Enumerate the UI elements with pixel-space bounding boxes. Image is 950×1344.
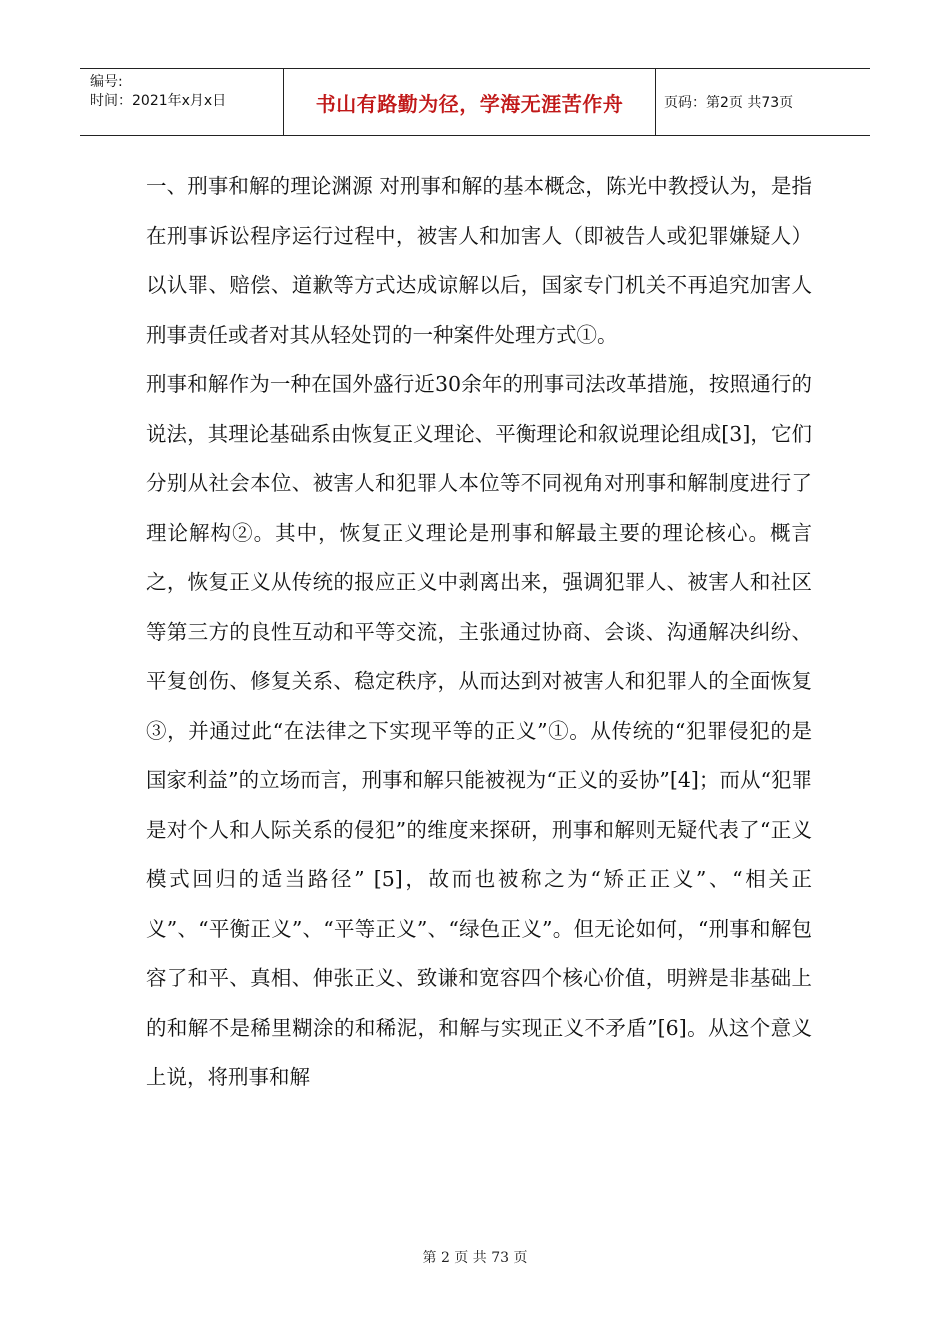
document-body [146,162,812,1103]
page-header [80,68,870,136]
document-time-label: 时间：2021年x月x日 [90,93,227,109]
body-paragraph-2: 刑事和解作为一种在国外盛行近30余年的刑事司法改革措施，按照通行的说法，其理论基础系由恢复正义理论、平衡理论和叙说理论组成[3]，它们分别从社会本位、被害人和犯罪人本位等不同视角对刑事和解制度进行了理论解构②。其中，恢复正义理论是刑事和解最主要的理论核心。概言之，恢复正义从传统的报应正义中剥离出来，强调犯罪人、被害人和社区等第三方的良性互动和平等交流，主张通过协商、会谈、沟通解决纠纷、平复创伤、修复关系、稳定秩序，从而达到对被害人和犯罪人的全面恢复③，并通过此“在法律之下实现平等的正义”①。从传统的“犯罪侵犯的是国家利益”的立场而言，刑事和解只能被视为“正义的妥协”[4]；而从“犯罪是对个人和人际关系的侵犯”的维度来探研，刑事和解则无疑代表了“正义模式回归的适当路径” [5]，故而也被称之为“矫正正义”、“相关正义”、“平衡正义”、“平等正义”、“绿色正义”。但无论如何，“刑事和解包容了和平、真相、伸张正义、致谦和宽容四个核心价值，明辨是非基础上的和解不是稀里糊涂的和稀泥，和解与实现正义不矛盾”[6]。从这个意义上说，将刑事和解 [146,372,812,1089]
page-footer: 第 2 页 共 73 页 [422,1250,528,1266]
document-number-label: 编号: [90,74,123,90]
header-motto-cell [284,69,656,135]
body-paragraph-1: 一、刑事和解的理论渊源 对刑事和解的基本概念，陈光中教授认为，是指在刑事诉讼程序运行过程中，被害人和加害人（即被告人或犯罪嫌疑人）以认罪、赔偿、道歉等方式达成谅解以后，国家专门机关不再追究加害人刑事责任或者对其从轻处罚的一种案件处理方式①。 [146,174,812,347]
header-meta-cell [80,69,284,135]
header-page-info: 页码：第2页 共73页 [664,95,794,111]
header-page-cell [656,69,870,135]
header-motto: 书山有路勤为径，学海无涯苦作舟 [315,91,624,116]
